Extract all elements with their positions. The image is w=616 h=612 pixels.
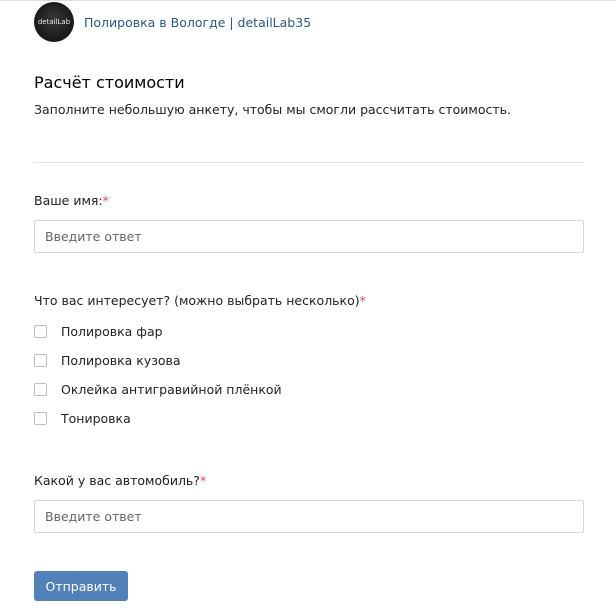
option-protective-film[interactable] <box>34 380 282 398</box>
checkbox[interactable] <box>34 354 47 367</box>
required-mark: * <box>359 293 366 308</box>
checkbox[interactable] <box>34 325 47 338</box>
question-interests-text: Что вас интересует? (можно выбрать несколько) <box>34 293 360 308</box>
option-label: Оклейка антигравийной плёнкой <box>61 381 282 397</box>
question-name-label <box>34 193 109 208</box>
question-car-text: Какой у вас автомобиль? <box>34 473 200 488</box>
option-label: Тонировка <box>61 410 131 426</box>
form-title: Расчёт стоимости <box>34 73 185 92</box>
form-description: Заполните небольшую анкету, чтобы мы смогли рассчитать стоимость. <box>34 102 511 117</box>
question-car-label <box>34 473 206 488</box>
option-tinting[interactable] <box>34 409 131 427</box>
option-label: Полировка кузова <box>61 352 181 368</box>
submit-button[interactable]: Отправить <box>34 571 128 601</box>
form-divider <box>34 162 584 163</box>
option-headlight-polishing[interactable] <box>34 322 163 340</box>
name-input[interactable] <box>34 220 584 253</box>
question-interests-label <box>34 293 366 308</box>
car-input[interactable] <box>34 500 584 533</box>
avatar-logo-text: detailLab <box>37 18 71 26</box>
option-body-polishing[interactable] <box>34 351 181 369</box>
group-avatar[interactable] <box>34 2 74 42</box>
checkbox[interactable] <box>34 412 47 425</box>
required-mark: * <box>102 193 109 208</box>
top-border <box>0 0 616 1</box>
checkbox[interactable] <box>34 383 47 396</box>
group-header <box>34 2 311 42</box>
question-name-text: Ваше имя: <box>34 193 103 208</box>
group-name-link[interactable]: Полировка в Вологде | detailLab35 <box>84 14 312 30</box>
required-mark: * <box>199 473 207 488</box>
option-label: Полировка фар <box>61 323 163 339</box>
